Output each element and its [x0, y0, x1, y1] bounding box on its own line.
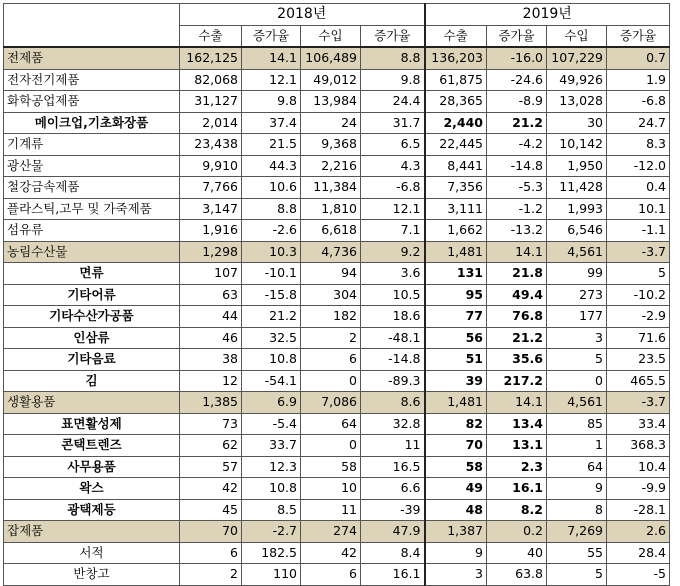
table-cell: 9,368 [301, 134, 361, 156]
table-cell: 16.1 [361, 564, 425, 586]
table-cell: -10.1 [242, 263, 301, 285]
table-cell: -4.2 [487, 134, 547, 156]
table-cell: 57 [180, 456, 242, 478]
table-cell: 10.4 [607, 456, 670, 478]
table-cell: 4,561 [547, 392, 607, 414]
table-cell: 8.8 [361, 47, 425, 69]
trade-statistics-table [3, 3, 670, 586]
table-cell: 16.5 [361, 456, 425, 478]
table-row [4, 521, 670, 543]
table-cell: 13.1 [487, 435, 547, 457]
year-header-row [4, 4, 670, 26]
table-cell: 64 [301, 413, 361, 435]
table-cell: 4,561 [547, 241, 607, 263]
table-cell: 1,916 [180, 220, 242, 242]
table-cell: 8.3 [607, 134, 670, 156]
table-cell: 56 [425, 327, 487, 349]
table-cell: 55 [547, 542, 607, 564]
table-cell: 106,489 [301, 47, 361, 69]
table-cell: 10.5 [361, 284, 425, 306]
table-cell: 0 [301, 370, 361, 392]
table-cell: 3 [425, 564, 487, 586]
table-body [4, 47, 670, 585]
table-row [4, 349, 670, 371]
table-cell: -2.6 [242, 220, 301, 242]
table-cell: 9.8 [361, 69, 425, 91]
table-cell: 12.1 [361, 198, 425, 220]
table-cell: 62 [180, 435, 242, 457]
table-cell: -28.1 [607, 499, 670, 521]
table-cell: 1,950 [547, 155, 607, 177]
table-cell: 107 [180, 263, 242, 285]
table-cell: 3,111 [425, 198, 487, 220]
table-cell: 131 [425, 263, 487, 285]
table-cell: 38 [180, 349, 242, 371]
table-row [4, 69, 670, 91]
table-cell: 8,441 [425, 155, 487, 177]
table-cell: 10.1 [607, 198, 670, 220]
table-cell: 39 [425, 370, 487, 392]
table-cell: 1.9 [607, 69, 670, 91]
col-header: 증가율 [487, 25, 547, 47]
col-header: 증가율 [242, 25, 301, 47]
table-cell: 32.5 [242, 327, 301, 349]
table-cell: 21.2 [487, 327, 547, 349]
table-cell: 6,618 [301, 220, 361, 242]
row-label: 철강금속제품 [4, 177, 180, 199]
table-cell: 9 [547, 478, 607, 500]
table-cell: 30 [547, 112, 607, 134]
table-row [4, 478, 670, 500]
table-cell: -5.4 [242, 413, 301, 435]
table-cell: 21.8 [487, 263, 547, 285]
table-cell: 63.8 [487, 564, 547, 586]
table-cell: 21.2 [242, 306, 301, 328]
table-cell: 13,984 [301, 91, 361, 113]
table-cell: 0 [547, 370, 607, 392]
table-cell: 33.7 [242, 435, 301, 457]
table-cell: 33.4 [607, 413, 670, 435]
table-cell: 8.6 [361, 392, 425, 414]
table-cell: 13.4 [487, 413, 547, 435]
table-cell: 42 [180, 478, 242, 500]
table-cell: 45 [180, 499, 242, 521]
table-cell: 0.2 [487, 521, 547, 543]
table-cell: 31.7 [361, 112, 425, 134]
table-cell: -1.1 [607, 220, 670, 242]
table-cell: 0 [301, 435, 361, 457]
table-cell: 82 [425, 413, 487, 435]
table-cell: 177 [547, 306, 607, 328]
table-cell: 1,993 [547, 198, 607, 220]
table-cell: 14.1 [242, 47, 301, 69]
col-header: 수출 [425, 25, 487, 47]
year-2019-header: 2019년 [425, 4, 670, 26]
table-cell: 3.6 [361, 263, 425, 285]
table-cell: 2,440 [425, 112, 487, 134]
table-cell: 18.6 [361, 306, 425, 328]
table-cell: 71.6 [607, 327, 670, 349]
table-cell: 23.5 [607, 349, 670, 371]
row-label: 광택제등 [4, 499, 180, 521]
table-cell: 6.5 [361, 134, 425, 156]
table-cell: 47.9 [361, 521, 425, 543]
table-cell: -39 [361, 499, 425, 521]
row-label: 기타어류 [4, 284, 180, 306]
table-cell: 162,125 [180, 47, 242, 69]
table-cell: 49.4 [487, 284, 547, 306]
table-row [4, 241, 670, 263]
table-cell: 0.4 [607, 177, 670, 199]
table-cell: 32.8 [361, 413, 425, 435]
table-row [4, 306, 670, 328]
col-header: 증가율 [607, 25, 670, 47]
table-cell: 4.3 [361, 155, 425, 177]
table-cell: 35.6 [487, 349, 547, 371]
table-cell: -48.1 [361, 327, 425, 349]
row-label: 화학공업제품 [4, 91, 180, 113]
table-cell: 273 [547, 284, 607, 306]
table-cell: 42 [301, 542, 361, 564]
table-row [4, 564, 670, 586]
table-cell: 11,428 [547, 177, 607, 199]
row-label: 김 [4, 370, 180, 392]
table-row [4, 263, 670, 285]
table-cell: 2.6 [607, 521, 670, 543]
table-cell: 85 [547, 413, 607, 435]
row-label: 잡제품 [4, 521, 180, 543]
table-cell: 24.7 [607, 112, 670, 134]
table-cell: 40 [487, 542, 547, 564]
table-cell: -16.0 [487, 47, 547, 69]
col-header: 수입 [301, 25, 361, 47]
table-cell: -10.2 [607, 284, 670, 306]
table-cell: 10 [301, 478, 361, 500]
table-cell: 37.4 [242, 112, 301, 134]
row-label: 콘택트렌즈 [4, 435, 180, 457]
table-row [4, 134, 670, 156]
col-header: 수입 [547, 25, 607, 47]
table-cell: 14.1 [487, 241, 547, 263]
table-cell: 24.4 [361, 91, 425, 113]
table-cell: 6,546 [547, 220, 607, 242]
table-cell: 94 [301, 263, 361, 285]
table-cell: 61,875 [425, 69, 487, 91]
table-cell: 6 [180, 542, 242, 564]
table-cell: 49 [425, 478, 487, 500]
row-label: 전제품 [4, 47, 180, 69]
table-cell: 7,269 [547, 521, 607, 543]
table-cell: -12.0 [607, 155, 670, 177]
table-cell: 136,203 [425, 47, 487, 69]
table-cell: 217.2 [487, 370, 547, 392]
row-label: 메이크업,기초화장품 [4, 112, 180, 134]
table-cell: 1 [547, 435, 607, 457]
table-cell: 274 [301, 521, 361, 543]
table-cell: 22,445 [425, 134, 487, 156]
table-cell: 10.6 [242, 177, 301, 199]
table-cell: 77 [425, 306, 487, 328]
table-cell: 1,481 [425, 392, 487, 414]
col-header: 수출 [180, 25, 242, 47]
row-label: 섬유류 [4, 220, 180, 242]
table-cell: -3.7 [607, 392, 670, 414]
table-cell: 9,910 [180, 155, 242, 177]
table-cell: 48 [425, 499, 487, 521]
table-cell: 46 [180, 327, 242, 349]
table-cell: 1,385 [180, 392, 242, 414]
table-cell: 2 [180, 564, 242, 586]
table-cell: 49,926 [547, 69, 607, 91]
table-cell: -6.8 [361, 177, 425, 199]
table-cell: 2,014 [180, 112, 242, 134]
table-cell: 12.3 [242, 456, 301, 478]
table-cell: 7.1 [361, 220, 425, 242]
table-row [4, 47, 670, 69]
table-cell: -24.6 [487, 69, 547, 91]
table-row [4, 392, 670, 414]
row-label: 인삼류 [4, 327, 180, 349]
row-label: 표면활성제 [4, 413, 180, 435]
table-row [4, 177, 670, 199]
table-cell: 2 [301, 327, 361, 349]
table-cell: -5.3 [487, 177, 547, 199]
table-cell: 1,298 [180, 241, 242, 263]
table-cell: 11 [361, 435, 425, 457]
table-cell: 6.9 [242, 392, 301, 414]
row-label: 사무용품 [4, 456, 180, 478]
table-cell: 11 [301, 499, 361, 521]
table-cell: 304 [301, 284, 361, 306]
table-cell: 12.1 [242, 69, 301, 91]
table-cell: 28,365 [425, 91, 487, 113]
row-label: 기계류 [4, 134, 180, 156]
table-cell: 10,142 [547, 134, 607, 156]
table-cell: 2.3 [487, 456, 547, 478]
row-label: 기타음료 [4, 349, 180, 371]
table-cell: 63 [180, 284, 242, 306]
year-2018-header: 2018년 [180, 4, 425, 26]
table-cell: 21.5 [242, 134, 301, 156]
table-cell: -3.7 [607, 241, 670, 263]
row-label: 서적 [4, 542, 180, 564]
table-cell: 182 [301, 306, 361, 328]
table-cell: 95 [425, 284, 487, 306]
row-label: 기타수산가공품 [4, 306, 180, 328]
table-cell: 182.5 [242, 542, 301, 564]
table-row [4, 91, 670, 113]
row-label: 면류 [4, 263, 180, 285]
table-cell: 9 [425, 542, 487, 564]
table-cell: 7,766 [180, 177, 242, 199]
table-cell: 28.4 [607, 542, 670, 564]
table-cell: 8.4 [361, 542, 425, 564]
row-label: 전자전기제품 [4, 69, 180, 91]
table-cell: 8.2 [487, 499, 547, 521]
table-cell: 76.8 [487, 306, 547, 328]
row-label: 플라스틱,고무 및 가죽제품 [4, 198, 180, 220]
table-cell: 6 [301, 564, 361, 586]
table-cell: 5 [607, 263, 670, 285]
table-cell: 107,229 [547, 47, 607, 69]
table-cell: 5 [547, 349, 607, 371]
row-label: 광산물 [4, 155, 180, 177]
table-cell: 13,028 [547, 91, 607, 113]
row-label: 왁스 [4, 478, 180, 500]
table-cell: 11,384 [301, 177, 361, 199]
table-row [4, 220, 670, 242]
row-label: 생활용품 [4, 392, 180, 414]
table-cell: 14.1 [487, 392, 547, 414]
table-cell: 16.1 [487, 478, 547, 500]
table-cell: 70 [425, 435, 487, 457]
table-row [4, 413, 670, 435]
table-row [4, 456, 670, 478]
table-cell: 9.2 [361, 241, 425, 263]
table-cell: 31,127 [180, 91, 242, 113]
row-label: 반창고 [4, 564, 180, 586]
table-cell: 0.7 [607, 47, 670, 69]
table-cell: 1,810 [301, 198, 361, 220]
table-cell: 465.5 [607, 370, 670, 392]
table-cell: 2,216 [301, 155, 361, 177]
table-cell: 23,438 [180, 134, 242, 156]
table-cell: -5 [607, 564, 670, 586]
table-cell: -14.8 [487, 155, 547, 177]
corner-cell [4, 4, 180, 48]
table-cell: 7,356 [425, 177, 487, 199]
table-cell: 5 [547, 564, 607, 586]
table-cell: -9.9 [607, 478, 670, 500]
table-cell: 8.5 [242, 499, 301, 521]
table-row [4, 284, 670, 306]
table-cell: -14.8 [361, 349, 425, 371]
table-cell: 4,736 [301, 241, 361, 263]
table-row [4, 112, 670, 134]
table-cell: 10.3 [242, 241, 301, 263]
table-row [4, 198, 670, 220]
table-cell: 6.6 [361, 478, 425, 500]
table-row [4, 370, 670, 392]
table-cell: 9.8 [242, 91, 301, 113]
table-cell: -6.8 [607, 91, 670, 113]
table-cell: 21.2 [487, 112, 547, 134]
table-row [4, 155, 670, 177]
table-cell: 10.8 [242, 349, 301, 371]
table-cell: 58 [425, 456, 487, 478]
table-cell: -2.9 [607, 306, 670, 328]
row-label: 농림수산물 [4, 241, 180, 263]
table-cell: -2.7 [242, 521, 301, 543]
table-row [4, 327, 670, 349]
table-cell: -89.3 [361, 370, 425, 392]
table-cell: 1,387 [425, 521, 487, 543]
table-cell: 44 [180, 306, 242, 328]
table-cell: 8 [547, 499, 607, 521]
table-cell: 10.8 [242, 478, 301, 500]
table-cell: 3 [547, 327, 607, 349]
table-row [4, 542, 670, 564]
table-cell: 73 [180, 413, 242, 435]
table-cell: -15.8 [242, 284, 301, 306]
table-cell: 7,086 [301, 392, 361, 414]
trade-table-container [3, 3, 670, 586]
table-cell: 58 [301, 456, 361, 478]
table-cell: -13.2 [487, 220, 547, 242]
table-cell: 70 [180, 521, 242, 543]
table-cell: 3,147 [180, 198, 242, 220]
table-cell: -1.2 [487, 198, 547, 220]
table-cell: 368.3 [607, 435, 670, 457]
table-cell: 110 [242, 564, 301, 586]
table-row [4, 435, 670, 457]
table-cell: 6 [301, 349, 361, 371]
table-cell: -54.1 [242, 370, 301, 392]
table-cell: 8.8 [242, 198, 301, 220]
table-cell: 1,662 [425, 220, 487, 242]
table-cell: 49,012 [301, 69, 361, 91]
table-cell: 24 [301, 112, 361, 134]
table-row [4, 499, 670, 521]
table-cell: -8.9 [487, 91, 547, 113]
table-cell: 51 [425, 349, 487, 371]
col-header: 증가율 [361, 25, 425, 47]
table-cell: 1,481 [425, 241, 487, 263]
table-cell: 99 [547, 263, 607, 285]
table-cell: 64 [547, 456, 607, 478]
table-cell: 44.3 [242, 155, 301, 177]
table-cell: 82,068 [180, 69, 242, 91]
table-cell: 12 [180, 370, 242, 392]
